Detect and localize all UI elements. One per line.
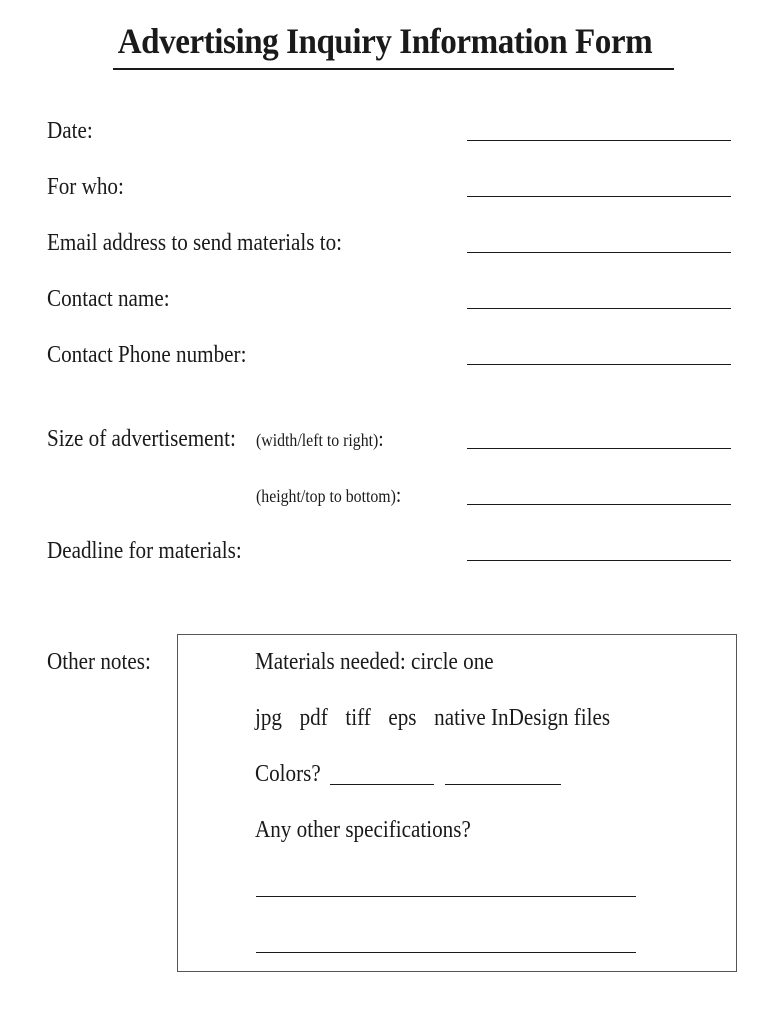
file-format-options	[255, 704, 622, 732]
size-width-text: (width/left to right)	[256, 430, 379, 450]
contact-name-field[interactable]	[467, 308, 731, 309]
size-width-label	[256, 425, 384, 454]
contact-name-label: Contact name:	[47, 286, 170, 312]
form-title: Advertising Inquiry Information Form	[117, 21, 653, 61]
contact-phone-field[interactable]	[467, 364, 731, 365]
option-jpg[interactable]: jpg	[255, 705, 282, 731]
notes-box[interactable]	[177, 634, 737, 972]
size-width-field[interactable]	[467, 448, 731, 449]
option-eps[interactable]: eps	[388, 705, 417, 731]
materials-needed-text: Materials needed: circle one	[255, 649, 494, 675]
size-height-label	[256, 481, 401, 510]
colors-label: Colors?	[255, 761, 321, 787]
other-specs-label: Any other specifications?	[255, 817, 471, 843]
size-height-field[interactable]	[467, 504, 731, 505]
date-label: Date:	[47, 118, 93, 144]
option-indesign[interactable]: native InDesign files	[434, 705, 611, 731]
other-specs-line-1[interactable]	[256, 896, 636, 897]
contact-phone-label: Contact Phone number:	[47, 342, 247, 368]
other-specs-line-2[interactable]	[256, 952, 636, 953]
other-notes-label: Other notes:	[47, 649, 151, 675]
size-width-colon: :	[378, 426, 384, 451]
deadline-label: Deadline for materials:	[47, 538, 242, 564]
size-height-colon: :	[395, 482, 402, 507]
option-tiff[interactable]: tiff	[345, 705, 371, 731]
size-label: Size of advertisement:	[47, 426, 236, 452]
size-height-text: (height/top to bottom)	[256, 486, 396, 506]
for-who-label: For who:	[47, 174, 124, 200]
title-underline	[113, 68, 674, 70]
date-field[interactable]	[467, 140, 731, 141]
option-pdf[interactable]: pdf	[299, 705, 328, 731]
for-who-field[interactable]	[467, 196, 731, 197]
colors-field-1[interactable]	[330, 784, 434, 785]
colors-field-2[interactable]	[445, 784, 561, 785]
email-field[interactable]	[467, 252, 731, 253]
email-label: Email address to send materials to:	[47, 230, 343, 256]
deadline-field[interactable]	[467, 560, 731, 561]
